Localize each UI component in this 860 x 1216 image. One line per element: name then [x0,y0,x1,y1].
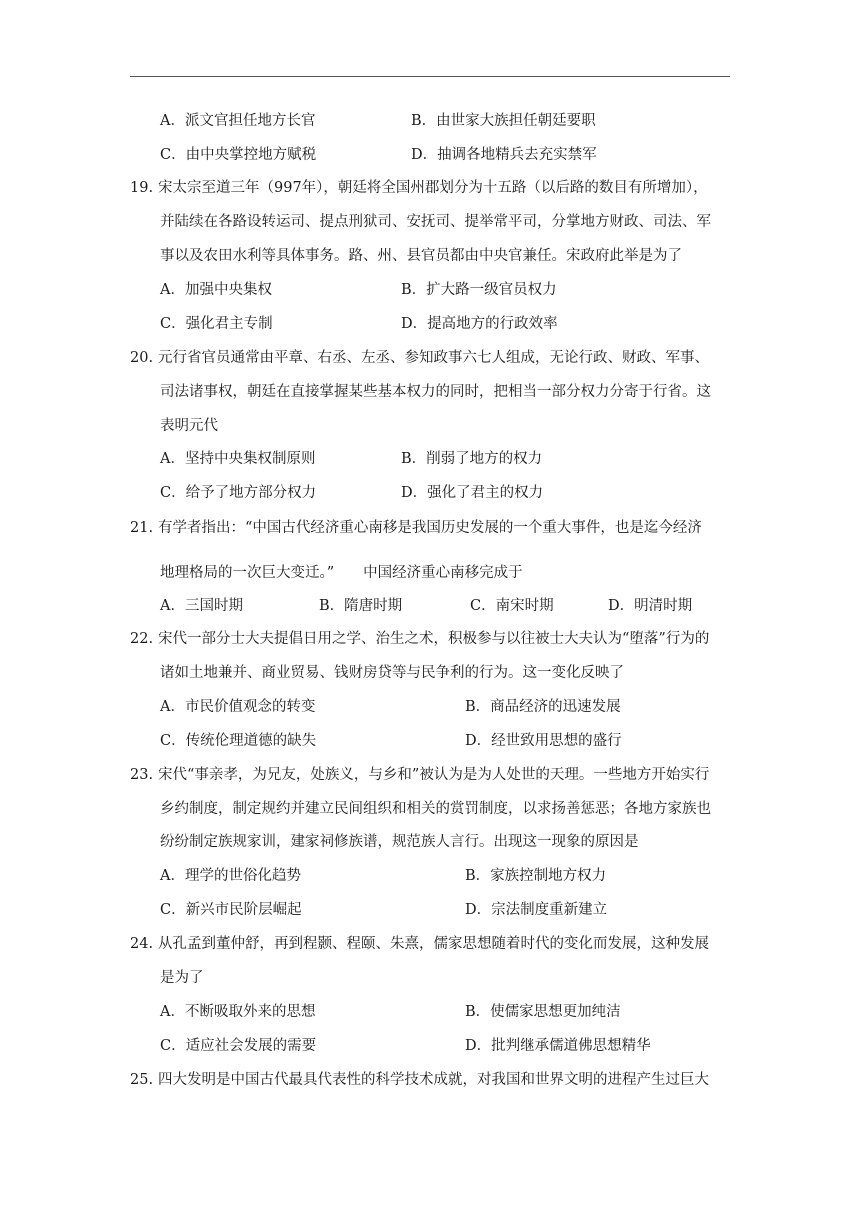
header-rule [130,76,730,77]
question-19-line-1: 19. 宋太宗至道三年（997年），朝廷将全国州郡划分为十五路（以后路的数目有所增加）， [130,180,708,196]
q23-option-b: B．家族控制地方权力 [465,868,607,884]
q22-option-c: C．传统伦理道德的缺失 [160,733,317,749]
question-number: 21. [130,520,154,536]
q22-option-d: D．经世致用思想的盛行 [465,733,622,749]
q21-option-b: B．隋唐时期 [319,598,403,614]
question-23-line-3: 纷纷制定族规家训，建家祠修族谱，规范族人言行。出现这一现象的原因是 [160,834,639,850]
q23-option-a: A．理学的世俗化趋势 [160,868,301,884]
q19-option-a: A．加强中央集权 [160,282,272,298]
question-21-line-1: 21. 有学者指出：“中国古代经济重心南移是我国历史发展的一个重大事件，也是迄今经济 [130,520,702,536]
q22-option-a: A．市民价值观念的转变 [160,699,316,715]
option-prev-b: B．由世家大族担任朝廷要职 [411,113,596,129]
question-23-line-1: 23. 宋代“事亲孝，为兄友，处族义，与乡和”被认为是为人处世的天理。一些地方开始实行 [130,767,710,783]
q22-option-b: B．商品经济的迅速发展 [465,699,621,715]
question-number: 19. [130,180,154,196]
q23-option-d: D．宗法制度重新建立 [465,902,608,918]
question-25-line-1: 25. 四大发明是中国古代最具代表性的科学技术成就，对我国和世界文明的进程产生过巨大 [130,1072,709,1088]
question-number: 25. [130,1072,154,1088]
q20-option-c: C．给予了地方部分权力 [160,485,317,501]
q21-option-a: A．三国时期 [160,598,243,614]
q23-option-c: C．新兴市民阶层崛起 [160,902,302,918]
q21-option-d: D．明清时期 [608,598,693,614]
question-20-line-3: 表明元代 [160,418,218,434]
question-21-line-2: 地理格局的一次巨大变迁。” 中国经济重心南移完成于 [160,565,523,581]
question-24-line-1: 24. 从孔孟到董仲舒，再到程颢、程颐、朱熹，儒家思想随着时代的变化而发展，这种发展 [130,936,709,952]
q21-option-c: C．南宋时期 [470,598,554,614]
q20-option-a: A．坚持中央集权制原则 [160,451,316,467]
question-19-line-2: 并陆续在各路设转运司、提点刑狱司、安抚司、提举常平司，分掌地方财政、司法、军 [160,214,711,230]
q20-option-b: B．削弱了地方的权力 [401,451,543,467]
question-22-line-1: 22. 宋代一部分士大夫提倡日用之学、治生之术，积极参与以往被士大夫认为“堕落”行为的 [130,631,710,647]
option-prev-d: D．抽调各地精兵去充实禁军 [411,147,597,163]
question-20-line-2: 司法诸事权，朝廷在直接掌握某些基本权力的同时，把相当一部分权力分寄于行省。这 [160,384,711,400]
question-number: 24. [130,936,154,952]
question-number: 20. [130,350,154,366]
option-prev-c: C．由中央掌控地方赋税 [160,147,317,163]
question-24-line-2: 是为了 [160,970,204,986]
q24-option-d: D．批判继承儒道佛思想精华 [465,1038,651,1054]
q24-option-b: B．使儒家思想更加纯洁 [465,1004,621,1020]
q20-option-d: D．强化了君主的权力 [401,485,544,501]
q24-option-a: A．不断吸取外来的思想 [160,1004,316,1020]
question-number: 23. [130,767,154,783]
option-prev-a: A．派文官担任地方长官 [160,113,316,129]
q19-option-b: B．扩大路一级官员权力 [401,282,557,298]
question-23-line-2: 乡约制度，制定规约并建立民间组织和相关的赏罚制度，以求扬善惩恶；各地方家族也 [160,801,711,817]
question-number: 22. [130,631,154,647]
q19-option-c: C．强化君主专制 [160,316,273,332]
question-19-line-3: 事以及农田水利等具体事务。路、州、县官员都由中央官兼任。宋政府此举是为了 [160,248,682,264]
question-22-line-2: 诸如土地兼并、商业贸易、钱财房贷等与民争利的行为。这一变化反映了 [160,665,624,681]
question-20-line-1: 20. 元行省官员通常由平章、右丞、左丞、参知政事六七人组成，无论行政、财政、军事、 [130,350,709,366]
q24-option-c: C．适应社会发展的需要 [160,1038,317,1054]
q19-option-d: D．提高地方的行政效率 [401,316,558,332]
